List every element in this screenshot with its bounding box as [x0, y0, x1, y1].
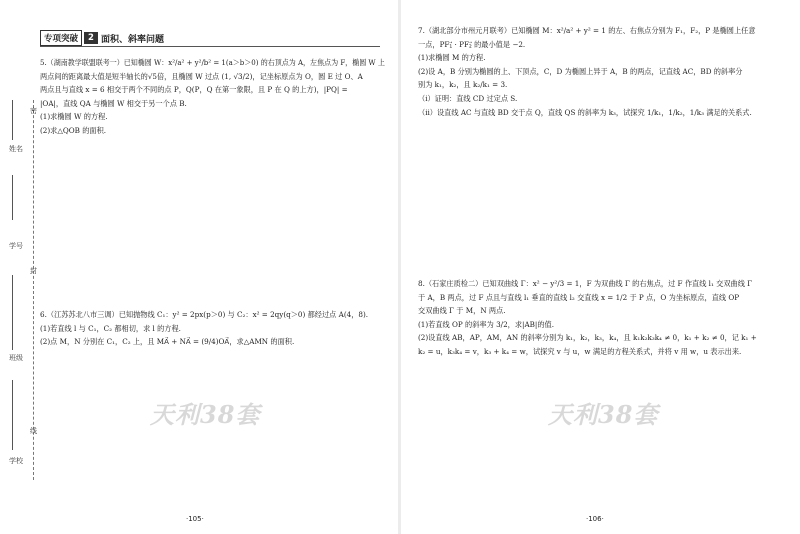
problem-8-line: k₂ = u，k₃k₄ = v，k₃ + k₄ = w，试探究 v 与 u，w 满足的方程关系式，并将 v 用 w，u 表示出来.	[418, 346, 742, 356]
label-class: 班级	[9, 354, 23, 362]
problem-5-line: 5.（湖南教学联盟联考一）已知椭圆 W：x²/a² + y²/b² = 1(a＞b＞0) 的右顶点为 A，左焦点为 F，椭圆 W 上	[40, 58, 385, 67]
page-number-left: ·105·	[186, 515, 204, 523]
binding-mi: 密	[30, 107, 37, 115]
right-page	[400, 0, 800, 534]
problem-7-question-2: (2)设 A，B 分别为椭圆的上、下顶点，C，D 为椭圆上异于 A，B 的两点，记直线 AC，BD 的斜率分	[418, 66, 743, 76]
section-tag: 专项突破	[40, 30, 82, 46]
label-name: 姓名	[9, 145, 23, 153]
problem-7-question-1: (1)求椭圆 M 的方程.	[418, 53, 486, 63]
label-student-id: 学号	[9, 242, 23, 250]
problem-8-line: 于 A，B 两点，过 F 点且与直线 l₁ 垂直的直线 l₂ 交直线 x = 1/2 于 P 点，O 为坐标原点，直线 OP	[418, 292, 740, 302]
student-id-rule	[12, 175, 13, 220]
page-number-right: ·106·	[586, 515, 604, 523]
watermark-logo-left: 天利38套	[150, 400, 261, 429]
label-school: 学校	[9, 457, 23, 465]
problem-7-subquestion-i: （ⅰ）证明：直线 CD 过定点 S.	[418, 93, 518, 103]
section-badge: 2	[84, 32, 98, 44]
header-rule	[40, 46, 380, 47]
name-rule	[12, 100, 13, 140]
problem-5-line: |OA|，直线 QA 与椭圆 W 相交于另一个点 B.	[40, 98, 187, 108]
problem-7	[418, 24, 778, 119]
problem-6-question-2: (2)点 M，N 分别在 C₁，C₂ 上，且 MA⃗ + NA⃗ = (9/4)OA⃗，求△AMN 的面积.	[40, 337, 295, 347]
problem-7-subquestion-ii: （ⅱ）设直线 AC 与直线 BD 交于点 Q，直线 QS 的斜率为 k₃，试探究 1/k₁，1/k₂，1/k₃ 满足的关系式.	[418, 107, 752, 117]
problem-5-question-1: (1)求椭圆 W 的方程.	[40, 112, 108, 122]
problem-8	[418, 277, 778, 359]
binding-dashed-line	[33, 100, 34, 480]
problem-5-line: 两点且与直线 x = 6 相交于两个不同的点 P，Q(P，Q 在第一象限，且 P 在 Q 的上方)，|PQ| =	[40, 85, 348, 95]
binding-xian: 线	[30, 427, 37, 435]
binding-feng: 封	[30, 267, 37, 275]
problem-5	[40, 56, 385, 138]
watermark-logo-right: 天利38套	[548, 400, 659, 429]
problem-5-line: 两点间的距离最大值是短半轴长的√5倍，且椭圆 W 过点 (1, √3/2)，记坐标原点为 O，圆 E 过 O、A	[40, 71, 363, 81]
problem-6-line: 6.（江苏苏北八市三调）已知抛物线 C₁：y² = 2px(p＞0) 与 C₂：x² = 2qy(q＞0) 都经过点 A(4，8).	[40, 310, 369, 319]
section-title: 面积、斜率问题	[100, 34, 164, 45]
section-header	[40, 30, 164, 46]
problem-5-question-2: (2)求△QOB 的面积.	[40, 125, 107, 135]
school-rule	[12, 380, 13, 450]
problem-6-question-1: (1)若直线 l 与 C₁，C₂ 都相切，求 l 的方程.	[40, 323, 181, 333]
problem-8-question-2: (2)设直线 AB，AP，AM，AN 的斜率分别为 k₁，k₂，k₃，k₄，且 k₁k₂k₃k₄ ≠ 0，k₁ + k₂ ≠ 0，记 k₁ +	[418, 333, 757, 343]
problem-7-line: 别为 k₁，k₂，且 k₂/k₁ = 3.	[418, 80, 508, 90]
class-rule	[12, 275, 13, 350]
problem-7-line: 7.（湖北部分市州元月联考）已知椭圆 M：x²/a² + y² = 1 的左、右焦点分别为 F₁，F₂，P 是椭圆上任意	[418, 26, 756, 35]
problem-6	[40, 308, 385, 349]
problem-8-line: 8.（石家庄质检二）已知双曲线 Γ：x² − y²/3 = 1，F 为双曲线 Γ 的右焦点，过 F 作直线 l₁ 交双曲线 Γ	[418, 279, 753, 288]
problem-8-line: 交双曲线 Γ 于 M，N 两点.	[418, 306, 506, 316]
problem-8-question-1: (1)若直线 OP 的斜率为 3/2，求|AB|的值.	[418, 319, 554, 329]
problem-7-line: 一点，PF₁⃗ · PF₂⃗ 的最小值是 −2.	[418, 39, 526, 49]
